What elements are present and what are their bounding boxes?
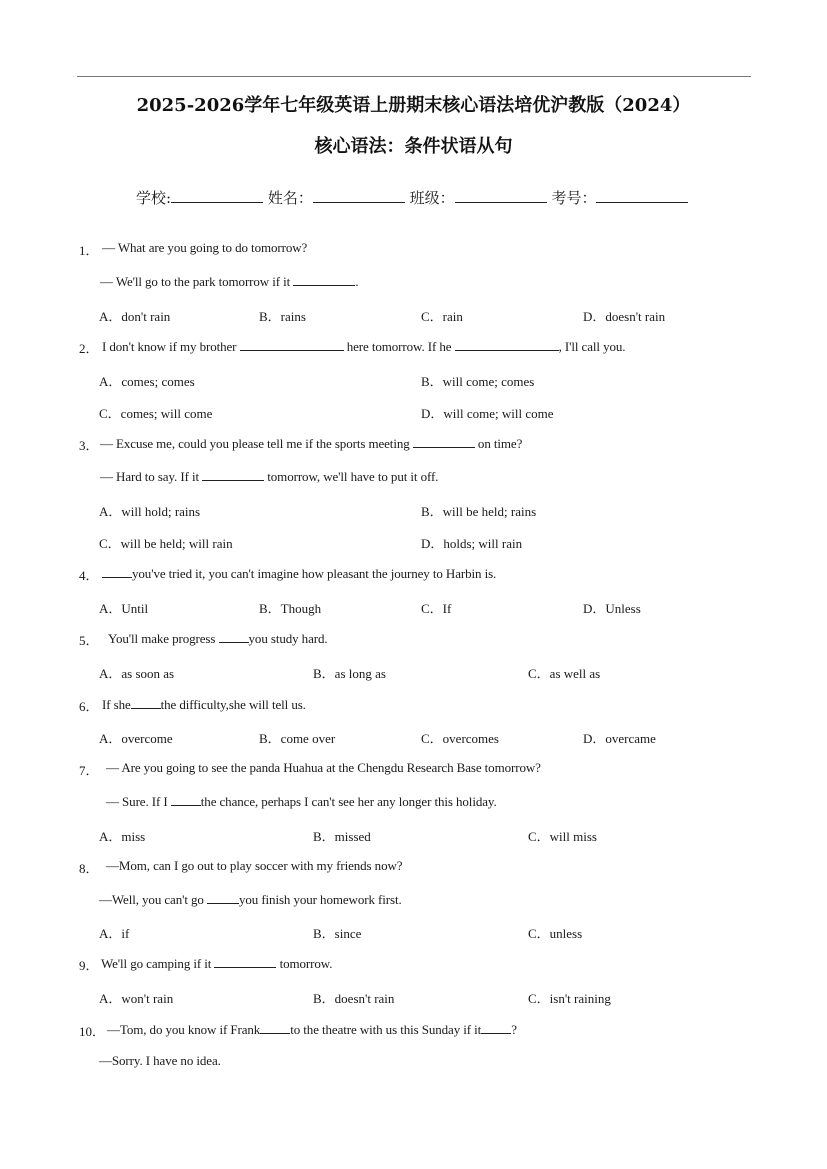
question-text-segment: the difficulty,she will tell us. [160, 697, 306, 712]
answer-option[interactable]: A．will hold; rains [99, 504, 201, 519]
question-text-segment: —Sorry. I have no idea. [99, 1053, 221, 1068]
question-text [102, 338, 625, 355]
answer-option[interactable]: B．will come; comes [421, 374, 535, 389]
question-number: 9． [79, 958, 99, 973]
question-text-segment: you've tried it, you can't imagine how pleasant the journey to Harbin is. [132, 566, 497, 581]
question-number: 4． [79, 568, 99, 583]
question-text-segment: — Hard to say. If it [100, 469, 203, 484]
answer-option[interactable]: C．will miss [528, 829, 597, 844]
header-rule [77, 76, 751, 77]
answer-option[interactable]: A．don't rain [99, 309, 171, 324]
question-text-segment: If she [102, 697, 131, 712]
question-text [106, 760, 541, 776]
question-text-segment: , I'll call you. [558, 339, 626, 354]
question-number: 3． [79, 438, 99, 453]
question-text-segment: — Are you going to see the panda Huahua at the Chengdu Research Base tomorrow? [106, 760, 541, 775]
answer-option[interactable]: D．will come; will come [421, 406, 554, 421]
answer-blank[interactable] [202, 468, 264, 481]
answer-blank[interactable] [214, 955, 276, 968]
answer-option[interactable]: C．rain [421, 309, 463, 324]
class-field[interactable] [455, 188, 547, 203]
answer-option[interactable]: A．comes; comes [99, 374, 195, 389]
question-text-segment: You'll make progress [108, 631, 219, 646]
answer-blank[interactable] [481, 1021, 511, 1034]
question-text-segment: —Tom, do you know if Frank [107, 1022, 261, 1037]
question-text [101, 955, 332, 972]
question-text-segment: — We'll go to the park tomorrow if it [100, 274, 294, 289]
question-text-segment: tomorrow, we'll have to put it off. [264, 469, 439, 484]
answer-option[interactable]: C．unless [528, 926, 583, 941]
question-text-segment: —Mom, can I go out to play soccer with my friends now? [106, 858, 403, 873]
question-text [100, 468, 438, 485]
answer-option[interactable]: C．isn't raining [528, 991, 611, 1006]
question-text-segment: here tomorrow. If he [343, 339, 455, 354]
question-text-segment: —Well, you can't go [99, 892, 207, 907]
question-text [102, 240, 307, 256]
question-text-segment: . [355, 274, 359, 289]
exam-no-label: 考号： [551, 189, 597, 207]
answer-option[interactable]: D．doesn't rain [583, 309, 666, 324]
school-label: 学校: [136, 189, 172, 207]
question-text-segment: you finish your homework first. [238, 892, 402, 907]
question-text-segment: I don't know if my brother [102, 339, 240, 354]
question-text-segment: — Sure. If I [106, 794, 171, 809]
question-text-segment: on time? [474, 436, 523, 451]
answer-blank[interactable] [171, 793, 201, 806]
question-text-segment: the chance, perhaps I can't see her any longer this holiday. [200, 794, 497, 809]
answer-option[interactable]: C．comes; will come [99, 406, 213, 421]
answer-option[interactable]: A．as soon as [99, 666, 175, 681]
answer-option[interactable]: B．come over [259, 731, 336, 746]
question-number: 10． [79, 1024, 106, 1039]
page-title: 2025-2026学年七年级英语上册期末核心语法培优沪教版（2024） [136, 95, 691, 116]
answer-option[interactable]: B．Though [259, 601, 322, 616]
question-text [106, 793, 497, 810]
answer-option[interactable]: D．holds; will rain [421, 536, 523, 551]
question-number: 2． [79, 341, 99, 356]
answer-option[interactable]: B．rains [259, 309, 306, 324]
answer-blank[interactable] [455, 338, 559, 351]
question-text [99, 1053, 221, 1069]
question-number: 5． [79, 633, 99, 648]
exam-no-field[interactable] [596, 188, 688, 203]
question-text-segment: — Excuse me, could you please tell me if the sports meeting [100, 436, 413, 451]
question-text [100, 273, 358, 290]
page-subtitle: 核心语法：条件状语从句 [314, 136, 513, 157]
answer-option[interactable]: B．missed [313, 829, 371, 844]
question-number: 8． [79, 861, 99, 876]
answer-option[interactable]: C．as well as [528, 666, 601, 681]
answer-option[interactable]: B．doesn't rain [313, 991, 395, 1006]
question-text [102, 696, 306, 713]
answer-blank[interactable] [413, 435, 475, 448]
answer-blank[interactable] [293, 273, 355, 286]
answer-blank[interactable] [219, 630, 249, 643]
answer-option[interactable]: A．overcome [99, 731, 173, 746]
answer-blank[interactable] [102, 565, 132, 578]
answer-option[interactable]: D．Unless [583, 601, 641, 616]
question-text-segment: to the theatre with us this Sunday if it [290, 1022, 482, 1037]
question-text [99, 891, 402, 908]
answer-option[interactable]: A．miss [99, 829, 146, 844]
question-text-segment: you study hard. [248, 631, 328, 646]
answer-option[interactable]: C．If [421, 601, 452, 616]
name-field[interactable] [313, 188, 405, 203]
question-text [106, 858, 402, 874]
question-number: 1． [79, 243, 99, 258]
question-number: 7． [79, 763, 99, 778]
question-text [100, 435, 522, 452]
answer-option[interactable]: B．will be held; rains [421, 504, 537, 519]
question-text [107, 1021, 517, 1038]
answer-option[interactable]: C．will be held; will rain [99, 536, 233, 551]
answer-option[interactable]: B．since [313, 926, 362, 941]
answer-blank[interactable] [240, 338, 344, 351]
question-text [102, 565, 496, 582]
question-text-segment: We'll go camping if it [101, 956, 215, 971]
answer-option[interactable]: A．if [99, 926, 130, 941]
answer-option[interactable]: B．as long as [313, 666, 386, 681]
answer-option[interactable]: C．overcomes [421, 731, 499, 746]
name-label: 姓名： [267, 189, 313, 207]
question-text-segment: — What are you going to do tomorrow? [102, 240, 308, 255]
answer-blank[interactable] [260, 1021, 290, 1034]
question-text [108, 630, 328, 647]
answer-blank[interactable] [207, 891, 239, 904]
question-text-segment: ? [511, 1022, 517, 1037]
question-number: 6． [79, 699, 99, 714]
answer-option[interactable]: D．overcame [583, 731, 656, 746]
question-text-segment: tomorrow. [276, 956, 333, 971]
student-info-row [136, 187, 688, 208]
answer-option[interactable]: A．Until [99, 601, 149, 616]
answer-option[interactable]: A．won't rain [99, 991, 174, 1006]
class-label: 班级： [409, 189, 455, 207]
answer-blank[interactable] [131, 696, 161, 709]
school-field[interactable] [171, 188, 263, 203]
